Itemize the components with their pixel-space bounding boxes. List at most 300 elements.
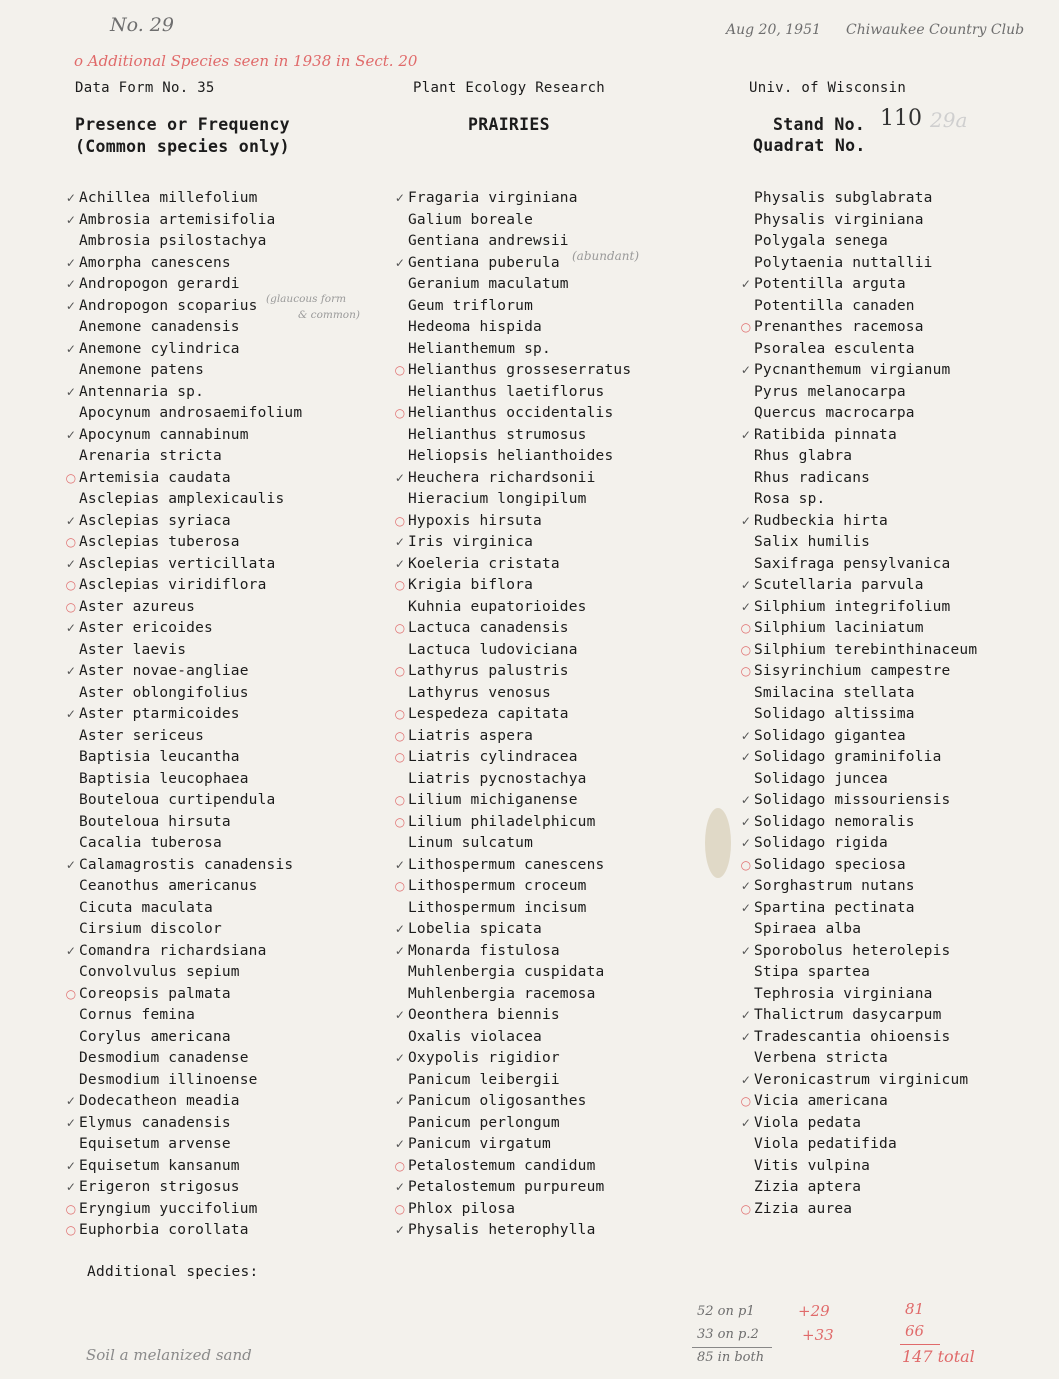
species-name: Solidago altissima bbox=[754, 706, 915, 722]
species-row bbox=[754, 296, 977, 318]
check-mark-icon: ✓ bbox=[740, 793, 752, 807]
check-mark-icon: ✓ bbox=[740, 363, 752, 377]
species-name: Cornus femina bbox=[79, 1007, 196, 1023]
check-mark-icon: ✓ bbox=[394, 1180, 406, 1194]
species-name: Oeonthera biennis bbox=[408, 1007, 560, 1023]
species-row bbox=[65, 382, 302, 404]
species-name: Sporobolus heterolepis bbox=[754, 942, 951, 959]
check-mark-icon: ✓ bbox=[740, 1029, 752, 1044]
species-name: Monarda fistulosa bbox=[408, 942, 560, 959]
species-row bbox=[740, 726, 977, 748]
species-name: Rudbeckia hirta bbox=[754, 512, 888, 529]
species-name: Lathyrus venosus bbox=[408, 684, 551, 701]
species-row bbox=[79, 812, 302, 834]
stand-label: Stand No. bbox=[773, 115, 866, 134]
species-name: Geranium maculatum bbox=[408, 276, 569, 292]
species-row bbox=[754, 382, 977, 404]
species-row bbox=[79, 1070, 302, 1092]
species-row bbox=[65, 253, 302, 275]
species-name: Aster sericeus bbox=[79, 727, 205, 744]
andropogon-note-1: (glaucous form bbox=[266, 293, 347, 305]
additional-species-label: Additional species: bbox=[87, 1264, 259, 1280]
species-row bbox=[394, 360, 632, 382]
species-row bbox=[79, 1027, 302, 1049]
species-row bbox=[394, 1048, 631, 1070]
species-name: Solidago graminifolia bbox=[754, 749, 942, 765]
species-name: Muhlenbergia racemosa bbox=[408, 985, 596, 1002]
species-column-3 bbox=[740, 188, 978, 1220]
species-name: Smilacina stellata bbox=[754, 684, 915, 701]
species-row bbox=[79, 876, 302, 898]
species-row bbox=[408, 769, 631, 791]
species-name: Liatris pycnostachya bbox=[408, 770, 587, 787]
species-name: Helianthus strumosus bbox=[408, 426, 587, 443]
check-mark-icon: ✓ bbox=[740, 1115, 752, 1130]
circle-mark-icon: ○ bbox=[394, 406, 406, 420]
species-row bbox=[394, 511, 631, 533]
species-row bbox=[754, 962, 977, 984]
species-name: Prenanthes racemosa bbox=[754, 319, 924, 335]
circle-mark-icon: ○ bbox=[65, 986, 77, 1001]
species-name: Gentiana puberula bbox=[408, 254, 560, 271]
species-row bbox=[754, 253, 977, 275]
species-row bbox=[754, 188, 977, 210]
species-name: Viola pedata bbox=[754, 1114, 862, 1131]
species-row bbox=[79, 446, 302, 468]
check-mark-icon: ✓ bbox=[65, 943, 77, 958]
species-name: Elymus canadensis bbox=[79, 1114, 231, 1131]
species-name: Quercus macrocarpa bbox=[754, 405, 915, 421]
species-row bbox=[65, 618, 302, 640]
check-mark-icon: ✓ bbox=[65, 1158, 77, 1173]
species-row bbox=[394, 747, 631, 769]
species-name: Panicum leibergii bbox=[408, 1071, 560, 1088]
species-name: Aster ericoides bbox=[79, 620, 213, 636]
species-row bbox=[408, 640, 631, 662]
check-mark-icon: ✓ bbox=[394, 1051, 406, 1065]
species-name: Lespedeza capitata bbox=[408, 706, 569, 722]
tally-plus-1: +29 bbox=[798, 1302, 830, 1320]
circle-mark-icon: ○ bbox=[65, 470, 77, 485]
species-row bbox=[394, 1177, 631, 1199]
species-row bbox=[408, 425, 631, 447]
species-row bbox=[408, 446, 631, 468]
check-mark-icon: ✓ bbox=[740, 513, 752, 528]
species-name: Viola pedatifida bbox=[754, 1136, 897, 1152]
circle-mark-icon: ○ bbox=[394, 1158, 406, 1173]
species-row bbox=[79, 1048, 302, 1070]
circle-mark-icon: ○ bbox=[394, 707, 406, 721]
tally-plus-2: +33 bbox=[802, 1326, 834, 1344]
check-mark-icon: ✓ bbox=[65, 255, 77, 270]
species-name: Kuhnia eupatorioides bbox=[408, 598, 587, 615]
species-name: Aster ptarmicoides bbox=[79, 706, 240, 722]
presence-heading: Presence or Frequency bbox=[75, 115, 290, 134]
species-name: Asclepias verticillata bbox=[79, 555, 276, 572]
species-row bbox=[65, 1199, 302, 1221]
species-name: Petalostemum candidum bbox=[408, 1157, 596, 1174]
species-name: Heliopsis helianthoides bbox=[408, 448, 614, 464]
check-mark-icon: ✓ bbox=[394, 470, 406, 485]
circle-mark-icon: ○ bbox=[740, 621, 752, 635]
species-row bbox=[740, 855, 977, 877]
species-name: Veronicastrum virginicum bbox=[754, 1071, 969, 1088]
species-row bbox=[394, 790, 631, 812]
species-row bbox=[65, 425, 302, 447]
species-row bbox=[394, 1220, 631, 1242]
species-row bbox=[740, 425, 977, 447]
species-row bbox=[740, 898, 977, 920]
species-name: Salix humilis bbox=[754, 534, 871, 550]
species-name: Stipa spartea bbox=[754, 964, 871, 980]
species-row bbox=[740, 661, 977, 683]
species-name: Anemone patens bbox=[79, 362, 205, 378]
species-name: Tephrosia virginiana bbox=[754, 985, 933, 1002]
species-row bbox=[394, 1156, 631, 1178]
species-name: Phlox pilosa bbox=[408, 1200, 516, 1217]
circle-mark-icon: ○ bbox=[394, 814, 406, 829]
tally-total: 147 total bbox=[902, 1347, 975, 1366]
species-row bbox=[394, 661, 631, 683]
species-row bbox=[408, 898, 631, 920]
species-name: Verbena stricta bbox=[754, 1050, 888, 1066]
circle-mark-icon: ○ bbox=[394, 621, 406, 635]
species-name: Silphium integrifolium bbox=[754, 598, 951, 615]
species-name: Comandra richardsiana bbox=[79, 942, 267, 959]
species-row bbox=[65, 661, 302, 683]
species-name: Lathyrus palustris bbox=[408, 663, 569, 679]
species-name: Panicum virgatum bbox=[408, 1136, 551, 1152]
check-mark-icon: ✓ bbox=[394, 191, 406, 205]
species-row bbox=[394, 812, 631, 834]
species-column-2 bbox=[394, 188, 632, 1242]
species-row bbox=[408, 833, 631, 855]
species-name: Liatris cylindracea bbox=[408, 749, 578, 765]
species-name: Asclepias syriaca bbox=[79, 512, 231, 529]
species-row bbox=[754, 231, 977, 253]
species-name: Helianthus occidentalis bbox=[408, 405, 614, 421]
tally-row-1: 52 on p1 bbox=[697, 1304, 755, 1319]
species-name: Solidago missouriensis bbox=[754, 792, 951, 808]
species-row bbox=[79, 962, 302, 984]
species-name: Zizia aurea bbox=[754, 1200, 853, 1217]
species-row bbox=[740, 618, 977, 640]
circle-mark-icon: ○ bbox=[394, 363, 406, 377]
species-row bbox=[79, 833, 302, 855]
circle-mark-icon: ○ bbox=[65, 1201, 77, 1216]
check-mark-icon: ✓ bbox=[65, 556, 77, 571]
species-row bbox=[408, 1027, 631, 1049]
check-mark-icon: ✓ bbox=[65, 427, 77, 442]
species-name: Aster oblongifolius bbox=[79, 684, 249, 701]
species-name: Oxalis violacea bbox=[408, 1028, 542, 1045]
species-row bbox=[408, 597, 631, 619]
species-row bbox=[740, 790, 977, 812]
check-mark-icon: ✓ bbox=[65, 621, 77, 635]
species-name: Vicia americana bbox=[754, 1093, 888, 1109]
check-mark-icon: ✓ bbox=[65, 1094, 77, 1108]
species-row bbox=[394, 1134, 631, 1156]
species-row bbox=[65, 704, 302, 726]
species-row bbox=[408, 984, 631, 1006]
species-name: Baptisia leucantha bbox=[79, 749, 240, 765]
species-row bbox=[79, 1005, 302, 1027]
species-name: Spiraea alba bbox=[754, 921, 862, 937]
species-name: Oxypolis rigidior bbox=[408, 1050, 560, 1066]
species-row bbox=[65, 984, 302, 1006]
species-name: Corylus americana bbox=[79, 1028, 231, 1045]
species-row bbox=[79, 683, 302, 705]
species-name: Rhus radicans bbox=[754, 469, 871, 486]
species-name: Rhus glabra bbox=[754, 448, 853, 464]
species-row bbox=[394, 855, 631, 877]
tally-row-3: 85 in both bbox=[697, 1350, 765, 1365]
check-mark-icon: ✓ bbox=[65, 664, 77, 678]
species-name: Saxifraga pensylvanica bbox=[754, 555, 951, 572]
species-row bbox=[740, 274, 977, 296]
species-row bbox=[394, 941, 631, 963]
species-row bbox=[754, 1156, 977, 1178]
check-mark-icon: ✓ bbox=[394, 255, 406, 270]
species-row bbox=[754, 683, 977, 705]
species-name: Silphium laciniatum bbox=[754, 620, 924, 636]
species-row bbox=[394, 575, 631, 597]
species-name: Heuchera richardsonii bbox=[408, 469, 596, 486]
species-name: Cacalia tuberosa bbox=[79, 835, 222, 851]
species-name: Liatris aspera bbox=[408, 727, 534, 744]
species-name: Krigia biflora bbox=[408, 577, 534, 593]
species-name: Sorghastrum nutans bbox=[754, 878, 915, 894]
species-name: Andropogon scoparius bbox=[79, 297, 258, 314]
circle-mark-icon: ○ bbox=[394, 578, 406, 592]
species-name: Pyrus melanocarpa bbox=[754, 383, 906, 400]
species-row bbox=[754, 704, 977, 726]
species-row bbox=[740, 941, 977, 963]
soil-note: Soil a melanized sand bbox=[86, 1346, 252, 1364]
species-row bbox=[408, 489, 631, 511]
species-name: Lilium michiganense bbox=[408, 792, 578, 808]
species-name: Hedeoma hispida bbox=[408, 319, 542, 335]
form-number-note: No. 29 bbox=[110, 14, 174, 36]
species-row bbox=[65, 597, 302, 619]
species-name: Convolvulus sepium bbox=[79, 964, 240, 980]
species-row bbox=[408, 210, 631, 232]
species-name: Pycnanthemum virgianum bbox=[754, 362, 951, 378]
species-row bbox=[754, 339, 977, 361]
species-name: Solidago juncea bbox=[754, 770, 888, 787]
check-mark-icon: ✓ bbox=[740, 427, 752, 442]
check-mark-icon: ✓ bbox=[740, 900, 752, 915]
check-mark-icon: ✓ bbox=[65, 857, 77, 872]
species-row bbox=[740, 1070, 977, 1092]
circle-mark-icon: ○ bbox=[394, 793, 406, 807]
gentiana-note: (abundant) bbox=[572, 249, 640, 263]
species-name: Linum sulcatum bbox=[408, 835, 534, 851]
species-row bbox=[65, 339, 302, 361]
species-name: Psoralea esculenta bbox=[754, 340, 915, 357]
species-name: Ambrosia psilostachya bbox=[79, 233, 267, 249]
check-mark-icon: ✓ bbox=[65, 298, 77, 313]
check-mark-icon: ✓ bbox=[65, 341, 77, 356]
check-mark-icon: ✓ bbox=[740, 879, 752, 893]
species-name: Physalis virginiana bbox=[754, 211, 924, 228]
species-name: Lithospermum incisum bbox=[408, 899, 587, 916]
date-note: Aug 20, 1951 bbox=[726, 22, 821, 38]
circle-mark-icon: ○ bbox=[65, 535, 77, 549]
species-row bbox=[79, 747, 302, 769]
check-mark-icon: ✓ bbox=[740, 599, 752, 614]
circle-mark-icon: ○ bbox=[394, 1201, 406, 1216]
species-name: Helianthus laetiflorus bbox=[408, 383, 605, 400]
species-name: Anemone cylindrica bbox=[79, 340, 240, 357]
species-name: Polygala senega bbox=[754, 233, 888, 249]
check-mark-icon: ✓ bbox=[740, 578, 752, 592]
check-mark-icon: ✓ bbox=[740, 277, 752, 291]
species-name: Aster azureus bbox=[79, 598, 196, 615]
species-name: Bouteloua curtipendula bbox=[79, 792, 276, 808]
species-row bbox=[408, 962, 631, 984]
species-row bbox=[740, 597, 977, 619]
species-row bbox=[740, 575, 977, 597]
species-name: Lilium philadelphicum bbox=[408, 813, 596, 830]
species-name: Hypoxis hirsuta bbox=[408, 512, 542, 529]
species-row bbox=[740, 876, 977, 898]
species-row bbox=[394, 468, 631, 490]
species-row bbox=[408, 317, 631, 339]
species-name: Thalictrum dasycarpum bbox=[754, 1007, 942, 1023]
circle-mark-icon: ○ bbox=[394, 728, 406, 743]
species-name: Equisetum arvense bbox=[79, 1136, 231, 1152]
species-name: Anemone canadensis bbox=[79, 319, 240, 335]
species-name: Antennaria sp. bbox=[79, 383, 205, 400]
species-row bbox=[79, 1134, 302, 1156]
species-name: Coreopsis palmata bbox=[79, 985, 231, 1002]
species-row bbox=[79, 769, 302, 791]
university-title: Univ. of Wisconsin bbox=[749, 80, 907, 96]
species-name: Iris virginica bbox=[408, 534, 534, 550]
species-row bbox=[65, 468, 302, 490]
species-name: Petalostemum purpureum bbox=[408, 1179, 605, 1195]
species-name: Erigeron strigosus bbox=[79, 1179, 240, 1195]
check-mark-icon: ✓ bbox=[394, 922, 406, 936]
species-row bbox=[65, 554, 302, 576]
species-name: Calamagrostis canadensis bbox=[79, 856, 294, 873]
species-name: Scutellaria parvula bbox=[754, 577, 924, 593]
check-mark-icon: ✓ bbox=[65, 212, 77, 227]
circle-mark-icon: ○ bbox=[740, 642, 752, 657]
species-name: Desmodium illinoense bbox=[79, 1071, 258, 1088]
species-name: Aster novae-angliae bbox=[79, 663, 249, 679]
check-mark-icon: ✓ bbox=[65, 384, 77, 399]
species-row bbox=[754, 1134, 977, 1156]
species-row bbox=[740, 360, 977, 382]
check-mark-icon: ✓ bbox=[394, 943, 406, 958]
species-name: Silphium terebinthinaceum bbox=[754, 641, 978, 658]
species-row bbox=[754, 468, 977, 490]
circle-mark-icon: ○ bbox=[394, 750, 406, 764]
species-row bbox=[65, 532, 302, 554]
species-row bbox=[408, 274, 631, 296]
research-title: Plant Ecology Research bbox=[413, 80, 606, 96]
species-row bbox=[65, 1177, 302, 1199]
species-name: Baptisia leucophaea bbox=[79, 770, 249, 787]
species-name: Achillea millefolium bbox=[79, 190, 258, 206]
species-row bbox=[65, 210, 302, 232]
species-name: Muhlenbergia cuspidata bbox=[408, 964, 605, 980]
species-row bbox=[79, 898, 302, 920]
species-row bbox=[740, 1199, 977, 1221]
stand-suffix-note: 29a bbox=[930, 108, 968, 132]
circle-mark-icon: ○ bbox=[740, 857, 752, 872]
species-row bbox=[754, 532, 977, 554]
species-row bbox=[65, 941, 302, 963]
species-name: Andropogon gerardi bbox=[79, 276, 240, 292]
species-name: Galium boreale bbox=[408, 211, 534, 228]
form-title: Data Form No. 35 bbox=[75, 80, 215, 96]
species-name: Asclepias tuberosa bbox=[79, 534, 240, 550]
check-mark-icon: ✓ bbox=[65, 513, 77, 528]
species-row bbox=[408, 1113, 631, 1135]
species-name: Solidago speciosa bbox=[754, 856, 906, 873]
species-row bbox=[394, 726, 631, 748]
species-name: Amorpha canescens bbox=[79, 254, 231, 271]
species-row bbox=[79, 403, 302, 425]
circle-mark-icon: ○ bbox=[740, 320, 752, 334]
check-mark-icon: ✓ bbox=[740, 814, 752, 829]
species-row bbox=[408, 1070, 631, 1092]
species-row bbox=[754, 210, 977, 232]
species-row bbox=[394, 1091, 631, 1113]
check-mark-icon: ✓ bbox=[740, 1072, 752, 1087]
species-row bbox=[740, 1027, 977, 1049]
species-row bbox=[754, 919, 977, 941]
species-name: Equisetum kansanum bbox=[79, 1157, 240, 1174]
check-mark-icon: ✓ bbox=[394, 1008, 406, 1022]
prairies-heading: PRAIRIES bbox=[468, 115, 550, 134]
species-row bbox=[65, 855, 302, 877]
species-name: Bouteloua hirsuta bbox=[79, 813, 231, 830]
species-row bbox=[394, 704, 631, 726]
species-name: Zizia aptera bbox=[754, 1179, 862, 1195]
species-row bbox=[65, 1113, 302, 1135]
check-mark-icon: ✓ bbox=[394, 556, 406, 571]
location-note: Chiwaukee Country Club bbox=[846, 22, 1025, 38]
check-mark-icon: ✓ bbox=[740, 943, 752, 958]
species-row bbox=[740, 1005, 977, 1027]
species-row bbox=[754, 554, 977, 576]
circle-mark-icon: ○ bbox=[394, 879, 406, 893]
check-mark-icon: ✓ bbox=[65, 707, 77, 721]
species-name: Aster laevis bbox=[79, 641, 187, 658]
species-name: Panicum perlongum bbox=[408, 1114, 560, 1131]
species-row bbox=[754, 984, 977, 1006]
species-row bbox=[754, 403, 977, 425]
species-name: Potentilla arguta bbox=[754, 276, 906, 292]
species-name: Hieracium longipilum bbox=[408, 491, 587, 507]
species-name: Ceanothus americanus bbox=[79, 878, 258, 894]
species-name: Dodecatheon meadia bbox=[79, 1093, 240, 1109]
species-name: Lithospermum croceum bbox=[408, 878, 587, 894]
species-row bbox=[65, 575, 302, 597]
species-name: Apocynum androsaemifolium bbox=[79, 405, 303, 421]
paper-stain bbox=[705, 808, 731, 878]
tally-sum-1: 81 bbox=[905, 1300, 925, 1318]
species-name: Rosa sp. bbox=[754, 491, 826, 507]
species-row bbox=[65, 188, 302, 210]
species-row bbox=[65, 511, 302, 533]
species-name: Asclepias amplexicaulis bbox=[79, 491, 285, 507]
species-row bbox=[79, 360, 302, 382]
